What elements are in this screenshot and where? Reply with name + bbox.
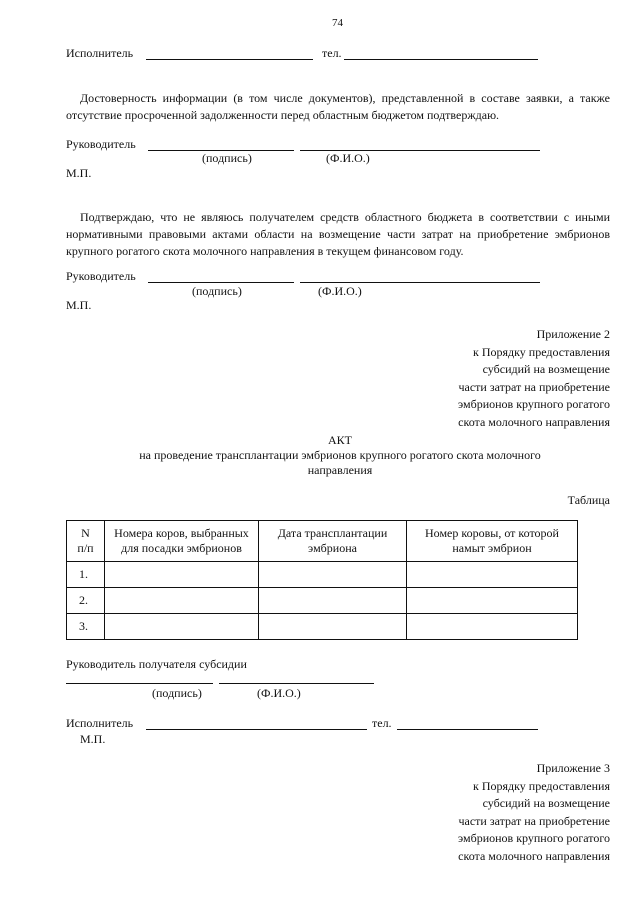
table-cell (105, 588, 259, 614)
table-caption: Таблица (567, 493, 610, 507)
sign-caption: (подпись) (202, 151, 252, 165)
stamp-label-3: М.П. (80, 732, 106, 746)
appendix-line: скота молочного направления (458, 414, 610, 429)
table-row (67, 614, 578, 640)
confirm-paragraph: Подтверждаю, что не являюсь получателем средств областного бюджета в соответствии с иными нормативными правовыми актами области на возмещение части затрат на приобретение эмбрионов крупного рогатого скота молочного направления в текущем финансовом году. (66, 210, 610, 258)
appendix-line: Приложение 2 (536, 327, 610, 341)
appendix-line: субсидий на возмещение (482, 796, 610, 810)
appendix-line: к Порядку предоставления (472, 778, 610, 793)
recipient-sign-line (66, 683, 213, 684)
recipient-name-caption: (Ф.И.О.) (257, 686, 301, 700)
reliability-paragraph: Достоверность информации (в том числе документов), представленной в составе заявки, а также отсутствие просроченной задолженности перед областным бюджетом подтверждаю. (66, 91, 610, 122)
executor-label: Исполнитель (66, 46, 134, 60)
name-caption-2: (Ф.И.О.) (318, 284, 362, 298)
appendix-2-header (458, 326, 610, 431)
appendix-line: эмбрионов крупного рогатого (457, 397, 610, 411)
act-title (60, 433, 620, 478)
appendix-line: части затрат на приобретение (458, 813, 610, 828)
row-number: 3. (67, 614, 105, 640)
table-cell (105, 614, 259, 640)
executor-label-2: Исполнитель (66, 716, 134, 730)
act-table (66, 520, 578, 640)
header-donor-cow: Номер коровы, от которой намыт эмбрион (407, 521, 578, 562)
act-heading: АКТ (328, 433, 352, 447)
table-cell (105, 562, 259, 588)
appendix-line: части затрат на приобретение (458, 379, 610, 394)
executor-tel-line (344, 59, 538, 60)
executor-tel-label-2: тел. (372, 716, 392, 730)
page-number: 74 (332, 17, 343, 29)
stamp-label: М.П. (66, 166, 92, 180)
header-cow-numbers: Номера коров, выбранных для посадки эмбрионов (105, 521, 259, 562)
director-sign-line-2 (148, 282, 294, 283)
director-name-line-2 (300, 282, 540, 283)
table-cell (407, 562, 578, 588)
row-number: 1. (67, 562, 105, 588)
recipient-director-label: Руководитель получателя субсидии (66, 657, 247, 671)
table-header-row (67, 521, 578, 562)
executor-tel-line-2 (397, 729, 538, 730)
table-cell (259, 614, 407, 640)
appendix-3-header (458, 760, 610, 865)
appendix-line: субсидий на возмещение (482, 362, 610, 376)
table-cell (407, 614, 578, 640)
appendix-line: скота молочного направления (458, 848, 610, 863)
row-number: 2. (67, 588, 105, 614)
recipient-sign-caption: (подпись) (152, 686, 202, 700)
table-cell (259, 562, 407, 588)
appendix-line: эмбрионов крупного рогатого (457, 831, 610, 845)
executor-tel-label: тел. (322, 46, 342, 60)
table-cell (407, 588, 578, 614)
header-num: N п/п (67, 521, 105, 562)
appendix-line: Приложение 3 (536, 761, 610, 775)
executor-name-line-2 (146, 729, 367, 730)
director-label: Руководитель (66, 137, 136, 151)
table-row (67, 588, 578, 614)
header-transplant-date: Дата трансплантации эмбриона (259, 521, 407, 562)
executor-name-line (146, 59, 313, 60)
recipient-name-line (219, 683, 374, 684)
table-cell (259, 588, 407, 614)
director-label-2: Руководитель (66, 269, 136, 283)
act-subtitle-line-2: направления (307, 463, 373, 477)
appendix-line: к Порядку предоставления (472, 344, 610, 359)
act-subtitle-line-1: на проведение трансплантации эмбрионов крупного рогатого скота молочного (139, 448, 541, 462)
name-caption: (Ф.И.О.) (326, 151, 370, 165)
sign-caption-2: (подпись) (192, 284, 242, 298)
stamp-label-2: М.П. (66, 298, 92, 312)
table-row (67, 562, 578, 588)
